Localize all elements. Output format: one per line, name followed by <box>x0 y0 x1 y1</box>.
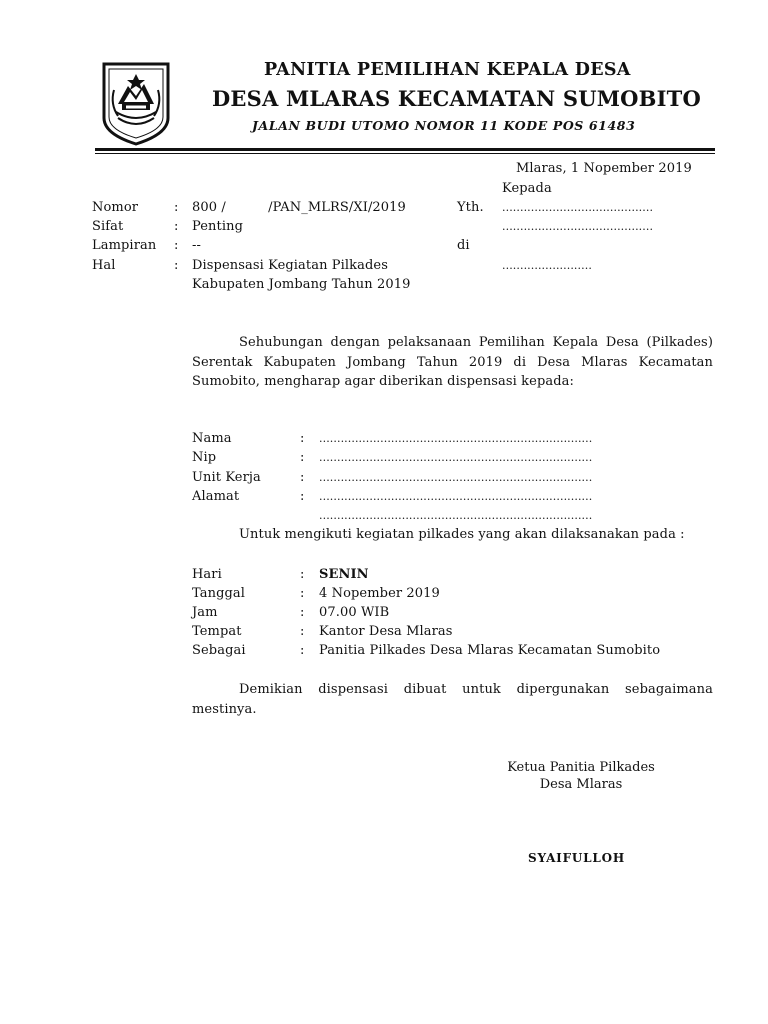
signature-block <box>495 759 667 793</box>
schedule-label-tempat: Tempat <box>192 624 242 639</box>
field-label-nip: Nip <box>192 450 217 465</box>
field-label-nama: Nama <box>192 431 232 446</box>
schedule-sep: : <box>300 605 305 620</box>
meta-label-lampiran: Lampiran <box>92 238 157 253</box>
header-address: JALAN BUDI UTOMO NOMOR 11 KODE POS 61483 <box>252 118 636 133</box>
header-rule-thick <box>95 148 715 151</box>
body-paragraph-2: Untuk mengikuti kegiatan pilkades yang akan dilaksanakan pada : <box>239 527 685 542</box>
header-rule-thin <box>95 153 715 154</box>
recipient-di: di <box>457 238 470 253</box>
schedule-label-tanggal: Tanggal <box>192 586 246 601</box>
signature-title-village: Desa Mlaras <box>539 777 623 792</box>
schedule-sep: : <box>300 567 305 582</box>
schedule-value-jam: 07.00 WIB <box>319 605 390 620</box>
field-sep: : <box>300 470 305 485</box>
meta-value-hal: Dispensasi Kegiatan Pilkades <box>192 258 388 273</box>
schedule-label-jam: Jam <box>192 605 218 620</box>
header-committee: PANITIA PEMILIHAN KEPALA DESA <box>264 60 631 80</box>
schedule-sep: : <box>300 643 305 658</box>
regency-crest-icon <box>100 60 172 146</box>
meta-label-hal: Hal <box>92 258 116 273</box>
meta-value-sifat: Penting <box>192 219 244 234</box>
schedule-value-tanggal: 4 Nopember 2019 <box>319 586 440 601</box>
field-label-alamat: Alamat <box>192 489 240 504</box>
schedule-sep: : <box>300 624 305 639</box>
field-value-nip: ............................................................................ <box>319 451 593 464</box>
field-value-alamat-cont: ............................................................................ <box>319 509 593 522</box>
meta-label-nomor: Nomor <box>92 200 139 215</box>
recipient-line-1: .......................................... <box>502 201 654 214</box>
place-date: Mlaras, 1 Nopember 2019 <box>516 161 692 176</box>
signatory-name: SYAIFULLOH <box>528 851 626 865</box>
field-sep: : <box>300 431 305 446</box>
body-paragraph-1: Sehubungan dengan pelaksanaan Pemilihan Kepala Desa (Pilkades) Serentak Kabupaten Jombang Tahun 2019 di Desa Mlaras Kecamatan Sumobito, mengharap agar diberikan dispensasi kepada: <box>192 335 713 389</box>
meta-label-sifat: Sifat <box>92 219 124 234</box>
recipient-line-2: .......................................... <box>502 220 654 233</box>
meta-sep: : <box>174 258 179 273</box>
meta-value-hal-cont: Kabupaten Jombang Tahun 2019 <box>192 277 411 292</box>
recipient-line-3: ......................... <box>502 259 592 272</box>
field-value-nama: ............................................................................ <box>319 432 593 445</box>
kepada-label: Kepada <box>502 181 552 196</box>
field-label-unit-kerja: Unit Kerja <box>192 470 261 485</box>
closing-paragraph: Demikian dispensasi dibuat untuk dipergunakan sebagaimana mestinya. <box>192 682 713 717</box>
meta-value-lampiran: -- <box>192 238 201 253</box>
field-value-unit-kerja: ............................................................................ <box>319 471 593 484</box>
schedule-sep: : <box>300 586 305 601</box>
schedule-label-hari: Hari <box>192 567 222 582</box>
recipient-yth: Yth. <box>457 200 484 215</box>
header-village: DESA MLARAS KECAMATAN SUMOBITO <box>212 86 701 111</box>
meta-sep: : <box>174 238 179 253</box>
meta-value-nomor: 800 / /PAN_MLRS/XI/2019 <box>192 200 406 215</box>
field-sep: : <box>300 489 305 504</box>
schedule-value-hari: SENIN <box>319 567 369 582</box>
field-sep: : <box>300 450 305 465</box>
schedule-value-sebagai: Panitia Pilkades Desa Mlaras Kecamatan Sumobito <box>319 643 661 658</box>
signature-title: Ketua Panitia Pilkades <box>507 760 655 775</box>
field-value-alamat: ............................................................................ <box>319 490 593 503</box>
meta-sep: : <box>174 200 179 215</box>
schedule-value-tempat: Kantor Desa Mlaras <box>319 624 453 639</box>
schedule-label-sebagai: Sebagai <box>192 643 246 658</box>
meta-sep: : <box>174 219 179 234</box>
